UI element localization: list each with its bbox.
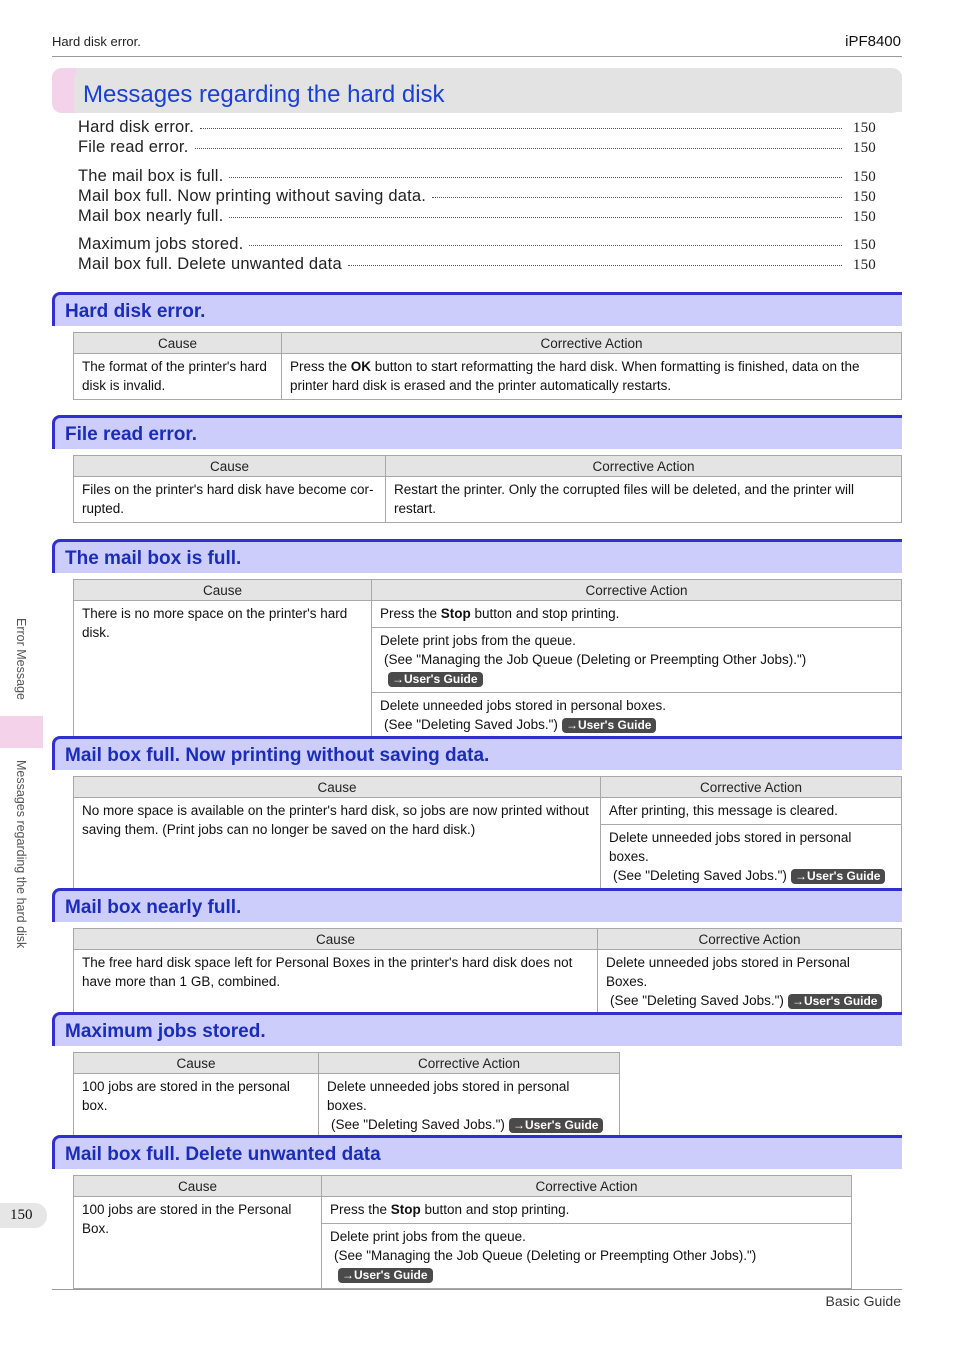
- column-header-cause: Cause: [74, 580, 372, 601]
- toc-entry[interactable]: [78, 207, 876, 227]
- section-heading-file-read-error: [52, 415, 902, 449]
- footer-guide-name: Basic Guide: [825, 1293, 901, 1309]
- column-header-cause: Cause: [74, 333, 282, 354]
- error-table-delete-unwanted-data: [73, 1175, 852, 1289]
- toc-entry[interactable]: [78, 255, 876, 275]
- toc-leader: [229, 216, 842, 218]
- page-title: Messages regarding the hard disk: [83, 81, 445, 108]
- cause-cell: 100 jobs are stored in the Personal Box.: [74, 1197, 322, 1289]
- toc-entry-page: 150: [852, 140, 876, 156]
- section-title: Mail box nearly full.: [65, 897, 242, 918]
- action-cell: Delete unneeded jobs stored in Personal Boxes. (See "Deleting Saved Jobs.") →User's Guide: [598, 950, 902, 1015]
- toc-entry-page: 150: [852, 237, 876, 253]
- action-cell: Press the Stop button and stop printing.: [372, 601, 902, 628]
- action-cell: Delete unneeded jobs stored in personal boxes. (See "Deleting Saved Jobs.") →User's Guide: [372, 693, 902, 739]
- section-title: Mail box full. Now printing without saving data.: [65, 745, 490, 766]
- column-header-cause: Cause: [74, 1176, 322, 1197]
- users-guide-link[interactable]: →User's Guide: [338, 1268, 433, 1283]
- toc-entry-label: Mail box full. Delete unwanted data: [78, 255, 342, 273]
- section-heading-mail-box-full: [52, 539, 902, 573]
- section-title: File read error.: [65, 424, 198, 445]
- toc-entry[interactable]: [78, 138, 876, 158]
- cause-cell: The free hard disk space left for Personal Boxes in the printer's hard disk does not have more than 1 GB, combined.: [74, 950, 598, 1015]
- action-cell: Restart the printer. Only the corrupted files will be deleted, and the printer will restart.: [386, 477, 902, 523]
- toc-entry-page: 150: [852, 120, 876, 136]
- error-table-printing-without-saving: [73, 776, 902, 890]
- column-header-cause: Cause: [74, 456, 386, 477]
- action-cell: Delete print jobs from the queue. (See "Managing the Job Queue (Deleting or Preempting Other Jobs).")→User's Guide: [372, 628, 902, 693]
- column-header-cause: Cause: [74, 777, 601, 798]
- column-header-action: Corrective Action: [601, 777, 902, 798]
- section-heading-printing-without-saving: [52, 736, 902, 770]
- error-table-file-read-error: [73, 455, 902, 523]
- side-tab-highlight: [0, 716, 43, 748]
- column-header-action: Corrective Action: [319, 1053, 620, 1074]
- toc-entry-label: Mail box nearly full.: [78, 207, 224, 225]
- header-divider: [52, 56, 902, 57]
- users-guide-link[interactable]: →User's Guide: [562, 718, 657, 733]
- action-cell: Press the OK button to start reformatting the hard disk. When formatting is finished, data on the printer hard disk is erased and the printer automatically restarts.: [282, 354, 902, 400]
- toc-entry-page: 150: [852, 209, 876, 225]
- error-table-mail-box-nearly-full: [73, 928, 902, 1015]
- toc-leader: [432, 196, 842, 198]
- side-tab-section-label: Messages regarding the hard disk: [14, 760, 28, 949]
- error-table-hard-disk-error: [73, 332, 902, 400]
- column-header-action: Corrective Action: [372, 580, 902, 601]
- cause-cell: 100 jobs are stored in the personal box.: [74, 1074, 319, 1139]
- running-header-model: iPF8400: [845, 33, 901, 50]
- column-header-action: Corrective Action: [282, 333, 902, 354]
- users-guide-link[interactable]: →User's Guide: [509, 1118, 604, 1133]
- cause-cell: There is no more space on the printer's hard disk.: [74, 601, 372, 739]
- action-cell: Press the Stop button and stop printing.: [322, 1197, 852, 1224]
- action-cell: Delete unneeded jobs stored in personal boxes. (See "Deleting Saved Jobs.") →User's Guide: [319, 1074, 620, 1139]
- action-cell: Delete unneeded jobs stored in personal boxes. (See "Deleting Saved Jobs.") →User's Guide: [601, 825, 902, 890]
- section-heading-delete-unwanted-data: [52, 1135, 902, 1169]
- page-number: 150: [10, 1207, 33, 1223]
- toc-entry-label: Hard disk error.: [78, 118, 194, 136]
- column-header-cause: Cause: [74, 929, 598, 950]
- column-header-action: Corrective Action: [322, 1176, 852, 1197]
- toc-entry-label: File read error.: [78, 138, 189, 156]
- column-header-action: Corrective Action: [598, 929, 902, 950]
- section-title: Maximum jobs stored.: [65, 1021, 266, 1042]
- cause-cell: No more space is available on the printer's hard disk, so jobs are now printed without saving them. (Print jobs can no longer be saved on the hard disk.): [74, 798, 601, 890]
- toc-leader: [249, 244, 842, 246]
- error-table-mail-box-full: [73, 579, 902, 739]
- column-header-action: Corrective Action: [386, 456, 902, 477]
- toc-entry-page: 150: [852, 257, 876, 273]
- toc-entry-label: Mail box full. Now printing without saving data.: [78, 187, 427, 205]
- cause-cell: The format of the printer's hard disk is invalid.: [74, 354, 282, 400]
- section-title: The mail box is full.: [65, 548, 242, 569]
- action-cell: After printing, this message is cleared.: [601, 798, 902, 825]
- section-heading-hard-disk-error: [52, 292, 902, 326]
- toc-leader: [348, 264, 842, 266]
- section-heading-maximum-jobs-stored: [52, 1012, 902, 1046]
- toc-entry-label: Maximum jobs stored.: [78, 235, 244, 253]
- error-table-maximum-jobs-stored: [73, 1052, 620, 1139]
- section-title: Hard disk error.: [65, 301, 206, 322]
- toc-leader: [200, 127, 842, 129]
- footer-divider: [52, 1289, 902, 1290]
- toc-entry-label: The mail box is full.: [78, 167, 224, 185]
- column-header-cause: Cause: [74, 1053, 319, 1074]
- title-accent: [52, 68, 76, 113]
- side-tab-chapter-label: Error Message: [14, 618, 28, 700]
- action-cell: Delete print jobs from the queue. (See "Managing the Job Queue (Deleting or Preempting Other Jobs).")→User's Guide: [322, 1224, 852, 1289]
- toc-entry[interactable]: [78, 235, 876, 255]
- toc-entry-page: 150: [852, 189, 876, 205]
- toc-entry-page: 150: [852, 169, 876, 185]
- toc-leader: [195, 147, 843, 149]
- section-title: Mail box full. Delete unwanted data: [65, 1144, 381, 1165]
- toc-entry[interactable]: [78, 187, 876, 207]
- toc-leader: [229, 176, 842, 178]
- running-header-section: Hard disk error.: [52, 34, 141, 49]
- cause-cell: Files on the printer's hard disk have become cor-rupted.: [74, 477, 386, 523]
- toc-entry[interactable]: [78, 167, 876, 187]
- toc-entry[interactable]: [78, 118, 876, 138]
- users-guide-link[interactable]: →User's Guide: [791, 869, 886, 884]
- users-guide-link[interactable]: →User's Guide: [788, 994, 883, 1009]
- section-heading-mail-box-nearly-full: [52, 888, 902, 922]
- users-guide-link[interactable]: →User's Guide: [388, 672, 483, 687]
